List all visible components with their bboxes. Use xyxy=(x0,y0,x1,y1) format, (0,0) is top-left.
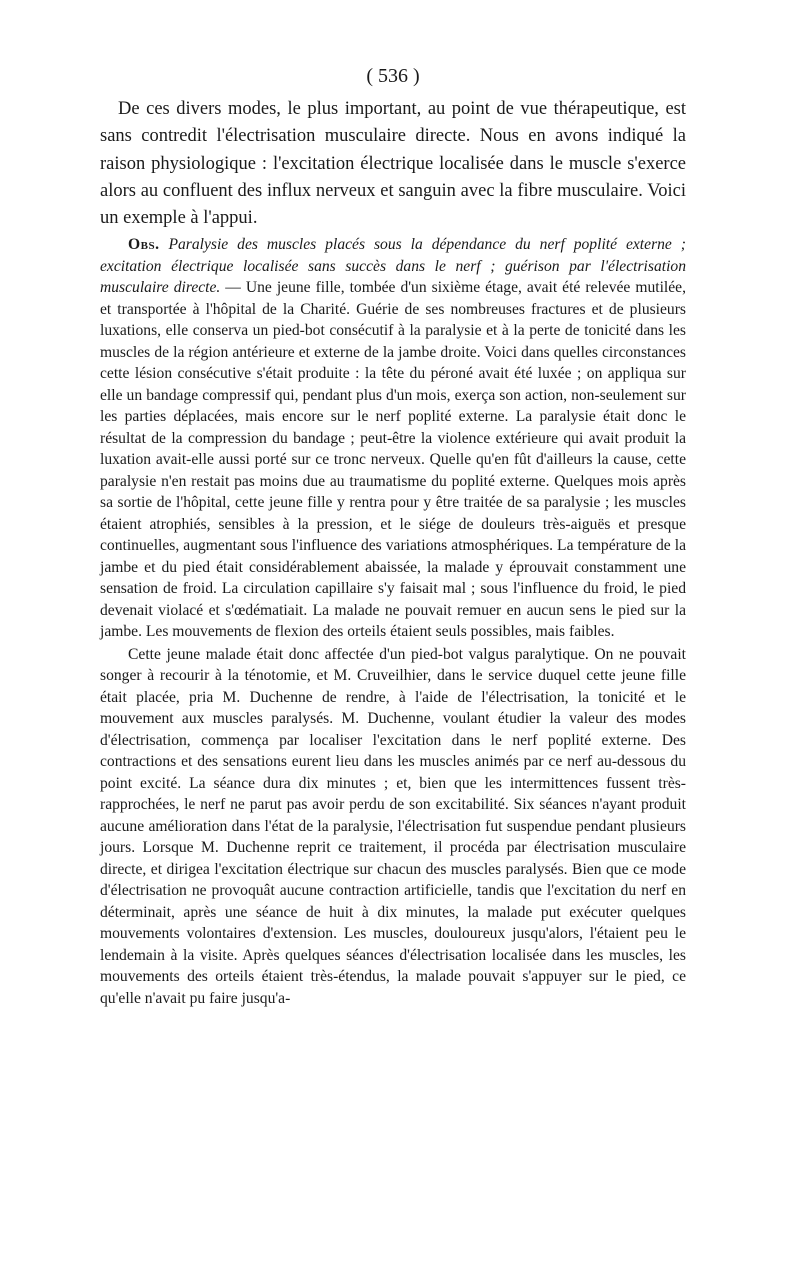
book-page xyxy=(100,58,686,1009)
page-number: ( 536 ) xyxy=(366,65,420,87)
intro-paragraph: De ces divers modes, le plus important, au point de vue thérapeutique, est sans contredit l'électrisation musculaire directe. Nous en avons indiqué la raison physiologique : l'excitation électrique localisée dans le muscle s'exerce alors au confluent des influx nerveux et sanguin avec la fibre musculaire. Voici un exemple à l'appui. xyxy=(100,99,686,229)
observation-label: Obs. xyxy=(128,236,160,254)
observation-title: Paralysie des muscles placés sous la dépendance du nerf poplité externe ; excitation électrique localisée sans succès dans le nerf ; guérison par l'électrisation musculaire directe. xyxy=(100,236,686,297)
observation-text: — Une jeune fille, tombée d'un sixième étage, avait été relevée mutilée, et transportée à l'hôpital de la Charité. Guérie de ses nombreuses fractures et de plusieurs luxations, elle conserva un pied-bot consécutif à la paralysie et à la perte de tonicité dans les muscles de la région antérieure et externe de la jambe droite. Voici dans quelles circonstances cette lésion consécutive s'était produite : la tête du péroné avait été luxée ; on appliqua sur elle un bandage compressif qui, pendant plus d'un mois, exerça son action, non-seulement sur les parties déplacées, mais encore sur le nerf poplité externe. La paralysie était donc le résultat de la compression du bandage ; peut-être la violence extérieure qui avait produit la luxation avait-elle aussi porté sur ce tronc nerveux. Quelle qu'en fût d'ailleurs la cause, cette paralysie n'en restait pas moins due au traumatisme du poplité externe. Quelques mois après sa sortie de l'hôpital, cette jeune fille y rentra pour y être traitée de sa paralysie ; les muscles étaient atrophiés, sensibles à la pression, et le siége de douleurs très-aiguës et presque continuelles, augmentant sous l'influence des variations atmosphériques. La température de la jambe et du pied était considérablement abaissée, la malade y éprouvait constamment une sensation de froid. La circulation capillaire s'y faisait mal ; sous l'influence du froid, le pied devenait violacé et s'œdématiait. La malade ne pouvait remuer en aucun sens le pied sur la jambe. Les mouvements de flexion des orteils étaient seuls possibles, mais faibles. xyxy=(100,279,686,641)
observation-paragraph xyxy=(100,234,686,643)
body-paragraph: Cette jeune malade était donc affectée d'un pied-bot valgus paralytique. On ne pouvait songer à recourir à la ténotomie, et M. Cruveilhier, dans le service duquel cette jeune fille était placée, pria M. Duchenne de rendre, à l'aide de l'électrisation, la tonicité et le mouvement aux muscles paralysés. M. Duchenne, voulant étudier la valeur des modes d'électrisation, commença par localiser l'excitation dans le nerf poplité externe. Des contractions et des sensations eurent lieu dans les muscles animés par ce nerf au-dessous du point excité. La séance dura dix minutes ; et, bien que les intermittences fussent très-rapprochées, le nerf ne parut pas avoir perdu de son excitabilité. Six séances n'ayant produit aucune amélioration dans l'état de la paralysie, l'électrisation fut suspendue pendant plusieurs jours. Lorsque M. Duchenne reprit ce traitement, il procéda par électrisation musculaire directe, et dirigea l'excitation électrique sur chacun des muscles paralysés. Bien que ce mode d'électrisation ne provoquât aucune contraction artificielle, tandis que l'excitation du nerf en déterminait, après une séance de huit à dix minutes, la malade put exécuter quelques mouvements volontaires d'extension. Les muscles, douloureux jusqu'alors, l'étaient peu le lendemain à la visite. Après quelques séances d'électrisation localisée dans les muscles, les mouvements des orteils étaient très-étendus, la malade pouvait s'appuyer sur le pied, ce qu'elle n'avait pu faire jusqu'a- xyxy=(100,645,686,1007)
